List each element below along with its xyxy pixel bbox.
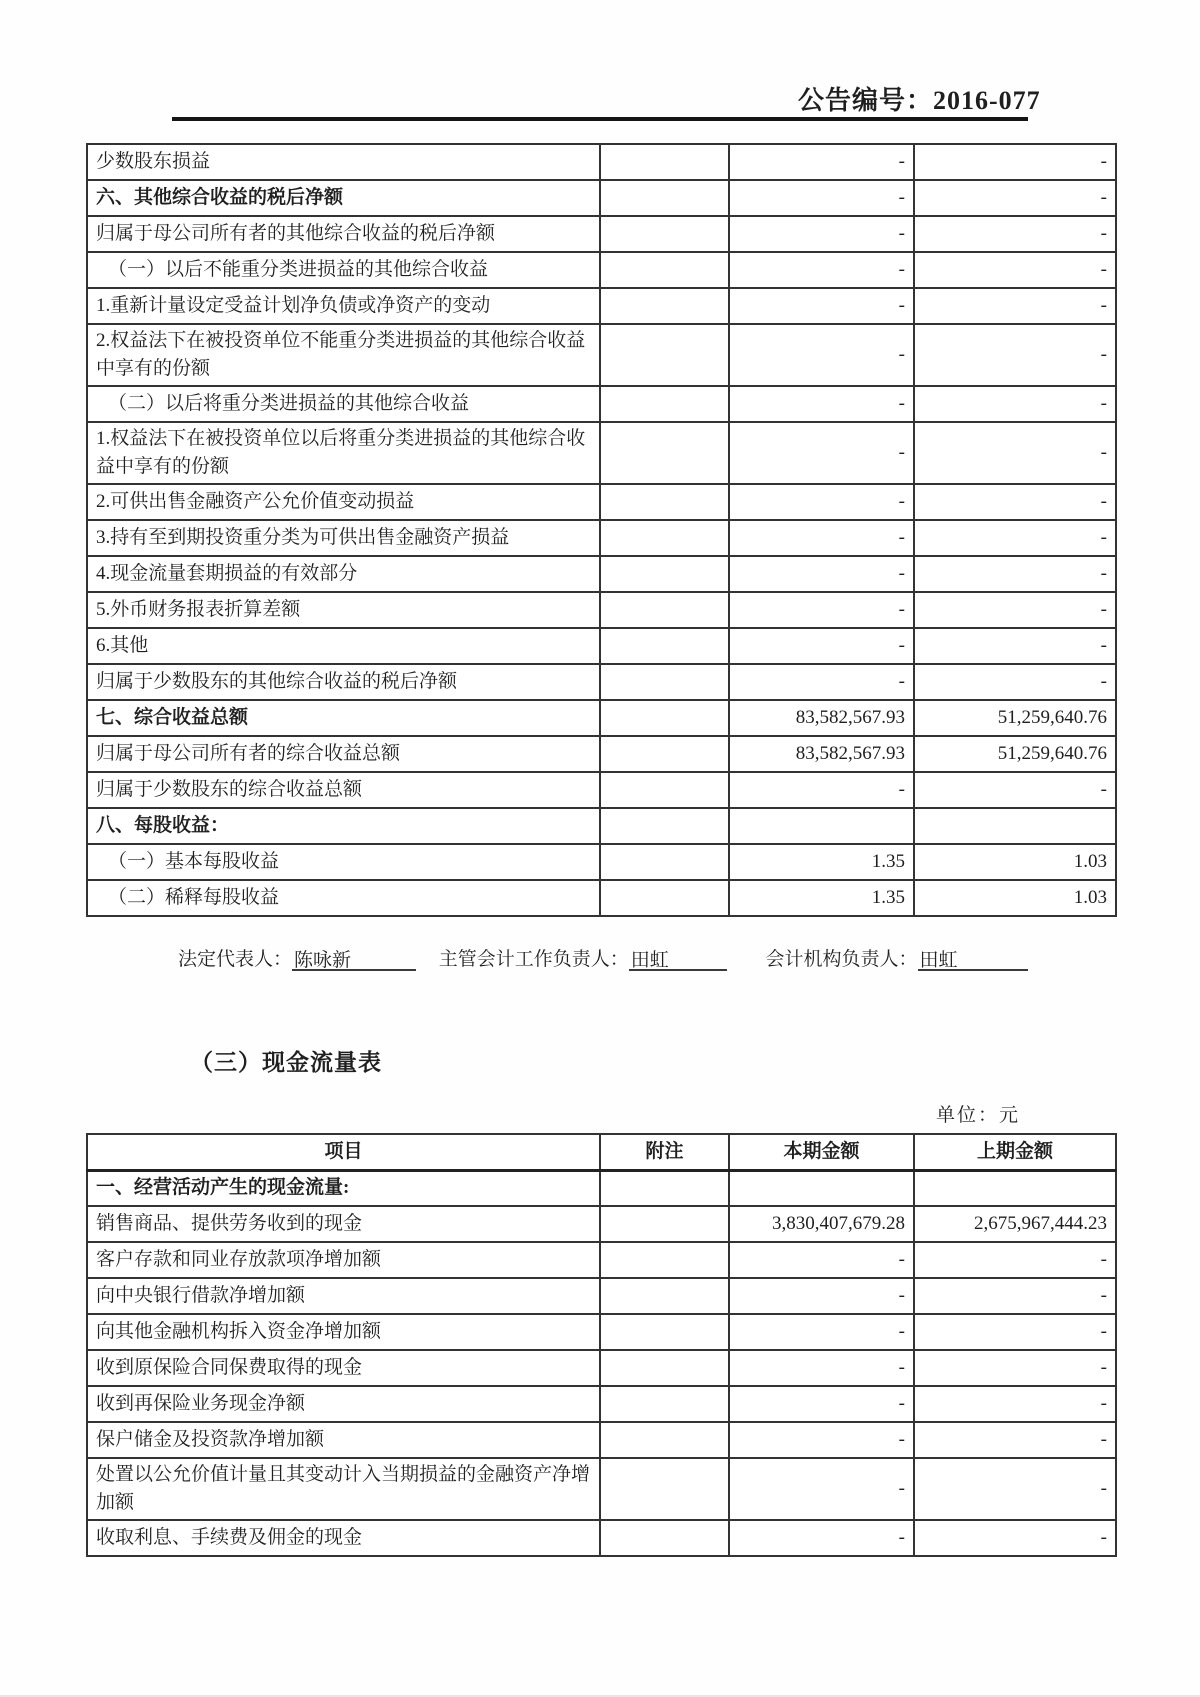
current-amount-cell: - — [729, 422, 914, 484]
note-cell — [600, 628, 729, 664]
note-cell — [600, 252, 729, 288]
current-amount-cell: - — [729, 386, 914, 422]
current-amount-cell: - — [729, 288, 914, 324]
current-amount-cell: - — [729, 1278, 914, 1314]
previous-amount-cell: 2,675,967,444.23 — [914, 1206, 1116, 1242]
current-amount-cell: - — [729, 664, 914, 700]
table-row — [87, 1520, 1116, 1556]
item-cell: 六、其他综合收益的税后净额 — [87, 180, 600, 216]
note-cell — [600, 1170, 729, 1206]
table-row — [87, 736, 1116, 772]
previous-amount-cell: - — [914, 216, 1116, 252]
note-cell — [600, 144, 729, 180]
table-row — [87, 216, 1116, 252]
column-header-previous-amount: 上期金额 — [914, 1134, 1116, 1170]
note-cell — [600, 1278, 729, 1314]
item-cell: 1.权益法下在被投资单位以后将重分类进损益的其他综合收益中享有的份额 — [87, 422, 600, 484]
table-row — [87, 1386, 1116, 1422]
current-amount-cell: - — [729, 1386, 914, 1422]
item-cell: 4.现金流量套期损益的有效部分 — [87, 556, 600, 592]
current-amount-cell: - — [729, 556, 914, 592]
current-amount-cell: 3,830,407,679.28 — [729, 1206, 914, 1242]
item-cell: 归属于少数股东的综合收益总额 — [87, 772, 600, 808]
previous-amount-cell: - — [914, 556, 1116, 592]
note-cell — [600, 808, 729, 844]
item-cell: 3.持有至到期投资重分类为可供出售金融资产损益 — [87, 520, 600, 556]
current-amount-cell: - — [729, 520, 914, 556]
item-cell: 收取利息、手续费及佣金的现金 — [87, 1520, 600, 1556]
item-cell: 2.可供出售金融资产公允价值变动损益 — [87, 484, 600, 520]
current-amount-cell: 1.35 — [729, 844, 914, 880]
previous-amount-cell: - — [914, 252, 1116, 288]
legal-rep-name: 陈咏新 — [292, 945, 416, 971]
item-cell: 归属于少数股东的其他综合收益的税后净额 — [87, 664, 600, 700]
item-cell: 八、每股收益： — [87, 808, 600, 844]
current-amount-cell: 83,582,567.93 — [729, 700, 914, 736]
previous-amount-cell: 51,259,640.76 — [914, 700, 1116, 736]
note-cell — [600, 180, 729, 216]
item-cell: 收到原保险合同保费取得的现金 — [87, 1350, 600, 1386]
cashflow-header-row — [87, 1134, 1116, 1170]
note-cell — [600, 1206, 729, 1242]
previous-amount-cell: - — [914, 1458, 1116, 1520]
column-header-item: 项目 — [87, 1134, 600, 1170]
item-cell: 归属于母公司所有者的综合收益总额 — [87, 736, 600, 772]
previous-amount-cell — [914, 1170, 1116, 1206]
item-cell: （二）稀释每股收益 — [87, 880, 600, 916]
previous-amount-cell: - — [914, 1386, 1116, 1422]
item-cell: 2.权益法下在被投资单位不能重分类进损益的其他综合收益中享有的份额 — [87, 324, 600, 386]
note-cell — [600, 1422, 729, 1458]
item-cell: 6.其他 — [87, 628, 600, 664]
note-cell — [600, 288, 729, 324]
current-amount-cell: - — [729, 484, 914, 520]
table-row — [87, 808, 1116, 844]
unit-label: 单位：元 — [935, 1105, 1020, 1126]
previous-amount-cell: - — [914, 144, 1116, 180]
cashflow-table-body — [87, 1170, 1116, 1556]
note-cell — [600, 1458, 729, 1520]
note-cell — [600, 484, 729, 520]
table-row — [87, 144, 1116, 180]
note-cell — [600, 386, 729, 422]
current-amount-cell — [729, 808, 914, 844]
legal-rep-label: 法定代表人： — [178, 949, 293, 970]
item-cell: 销售商品、提供劳务收到的现金 — [87, 1206, 600, 1242]
note-cell — [600, 1350, 729, 1386]
current-amount-cell: - — [729, 252, 914, 288]
current-amount-cell — [729, 1170, 914, 1206]
item-cell: （一）基本每股收益 — [87, 844, 600, 880]
item-cell: （二）以后将重分类进损益的其他综合收益 — [87, 386, 600, 422]
item-cell: 七、综合收益总额 — [87, 700, 600, 736]
signature-line — [178, 944, 1028, 971]
chief-accountant-label: 主管会计工作负责人： — [438, 949, 629, 970]
table-row — [87, 520, 1116, 556]
cashflow-section-title: （三）现金流量表 — [190, 1050, 382, 1075]
item-cell: 向其他金融机构拆入资金净增加额 — [87, 1314, 600, 1350]
previous-amount-cell: - — [914, 288, 1116, 324]
current-amount-cell: - — [729, 772, 914, 808]
table-row — [87, 1350, 1116, 1386]
table-row — [87, 772, 1116, 808]
note-cell — [600, 1520, 729, 1556]
previous-amount-cell: - — [914, 1520, 1116, 1556]
note-cell — [600, 844, 729, 880]
table-row — [87, 288, 1116, 324]
item-cell: （一）以后不能重分类进损益的其他综合收益 — [87, 252, 600, 288]
previous-amount-cell — [914, 808, 1116, 844]
current-amount-cell: - — [729, 1520, 914, 1556]
previous-amount-cell: - — [914, 628, 1116, 664]
item-cell: 向中央银行借款净增加额 — [87, 1278, 600, 1314]
item-cell: 5.外币财务报表折算差额 — [87, 592, 600, 628]
previous-amount-cell: - — [914, 1278, 1116, 1314]
current-amount-cell: - — [729, 180, 914, 216]
table-row — [87, 1422, 1116, 1458]
column-header-note: 附注 — [600, 1134, 729, 1170]
previous-amount-cell: - — [914, 180, 1116, 216]
item-cell: 处置以公允价值计量且其变动计入当期损益的金融资产净增加额 — [87, 1458, 600, 1520]
note-cell — [600, 1314, 729, 1350]
note-cell — [600, 520, 729, 556]
previous-amount-cell: - — [914, 1314, 1116, 1350]
table-row — [87, 1242, 1116, 1278]
item-cell: 保户储金及投资款净增加额 — [87, 1422, 600, 1458]
current-amount-cell: - — [729, 1242, 914, 1278]
note-cell — [600, 880, 729, 916]
note-cell — [600, 1242, 729, 1278]
note-cell — [600, 216, 729, 252]
table-row — [87, 386, 1116, 422]
header-rule — [172, 117, 1028, 121]
current-amount-cell: - — [729, 324, 914, 386]
table-row — [87, 1278, 1116, 1314]
current-amount-cell: - — [729, 216, 914, 252]
previous-amount-cell: - — [914, 1350, 1116, 1386]
announcement-number: 公告编号：2016-077 — [798, 86, 1041, 115]
item-cell: 客户存款和同业存放款项净增加额 — [87, 1242, 600, 1278]
table-row — [87, 484, 1116, 520]
note-cell — [600, 556, 729, 592]
item-cell: 归属于母公司所有者的其他综合收益的税后净额 — [87, 216, 600, 252]
note-cell — [600, 664, 729, 700]
item-cell: 一、经营活动产生的现金流量: — [87, 1170, 600, 1206]
current-amount-cell: - — [729, 1350, 914, 1386]
table-row — [87, 592, 1116, 628]
note-cell — [600, 1386, 729, 1422]
previous-amount-cell: - — [914, 520, 1116, 556]
income-table-body — [87, 144, 1116, 916]
table-row — [87, 664, 1116, 700]
accounting-dept-label: 会计机构负责人： — [765, 949, 918, 970]
previous-amount-cell: - — [914, 386, 1116, 422]
table-row — [87, 700, 1116, 736]
current-amount-cell: - — [729, 144, 914, 180]
current-amount-cell: - — [729, 1458, 914, 1520]
comprehensive-income-table — [86, 143, 1117, 917]
previous-amount-cell: - — [914, 484, 1116, 520]
table-row — [87, 1206, 1116, 1242]
table-row — [87, 1170, 1116, 1206]
item-cell: 收到再保险业务现金净额 — [87, 1386, 600, 1422]
item-cell: 1.重新计量设定受益计划净负债或净资产的变动 — [87, 288, 600, 324]
previous-amount-cell: - — [914, 324, 1116, 386]
current-amount-cell: - — [729, 1314, 914, 1350]
note-cell — [600, 422, 729, 484]
previous-amount-cell: - — [914, 1422, 1116, 1458]
current-amount-cell: 1.35 — [729, 880, 914, 916]
previous-amount-cell: - — [914, 422, 1116, 484]
table-row — [87, 252, 1116, 288]
table-row — [87, 880, 1116, 916]
previous-amount-cell: 51,259,640.76 — [914, 736, 1116, 772]
table-row — [87, 556, 1116, 592]
column-header-current-amount: 本期金额 — [729, 1134, 914, 1170]
note-cell — [600, 700, 729, 736]
table-row — [87, 1314, 1116, 1350]
previous-amount-cell: - — [914, 664, 1116, 700]
previous-amount-cell: 1.03 — [914, 880, 1116, 916]
accounting-dept-name: 田虹 — [918, 945, 1028, 971]
table-row — [87, 628, 1116, 664]
current-amount-cell: 83,582,567.93 — [729, 736, 914, 772]
table-row — [87, 422, 1116, 484]
note-cell — [600, 736, 729, 772]
chief-accountant-name: 田虹 — [629, 945, 727, 971]
cashflow-table — [86, 1133, 1117, 1557]
note-cell — [600, 592, 729, 628]
current-amount-cell: - — [729, 628, 914, 664]
table-row — [87, 844, 1116, 880]
previous-amount-cell: - — [914, 772, 1116, 808]
current-amount-cell: - — [729, 1422, 914, 1458]
current-amount-cell: - — [729, 592, 914, 628]
note-cell — [600, 324, 729, 386]
previous-amount-cell: - — [914, 1242, 1116, 1278]
previous-amount-cell: 1.03 — [914, 844, 1116, 880]
note-cell — [600, 772, 729, 808]
table-row — [87, 324, 1116, 386]
table-row — [87, 1458, 1116, 1520]
previous-amount-cell: - — [914, 592, 1116, 628]
item-cell: 少数股东损益 — [87, 144, 600, 180]
table-row — [87, 180, 1116, 216]
